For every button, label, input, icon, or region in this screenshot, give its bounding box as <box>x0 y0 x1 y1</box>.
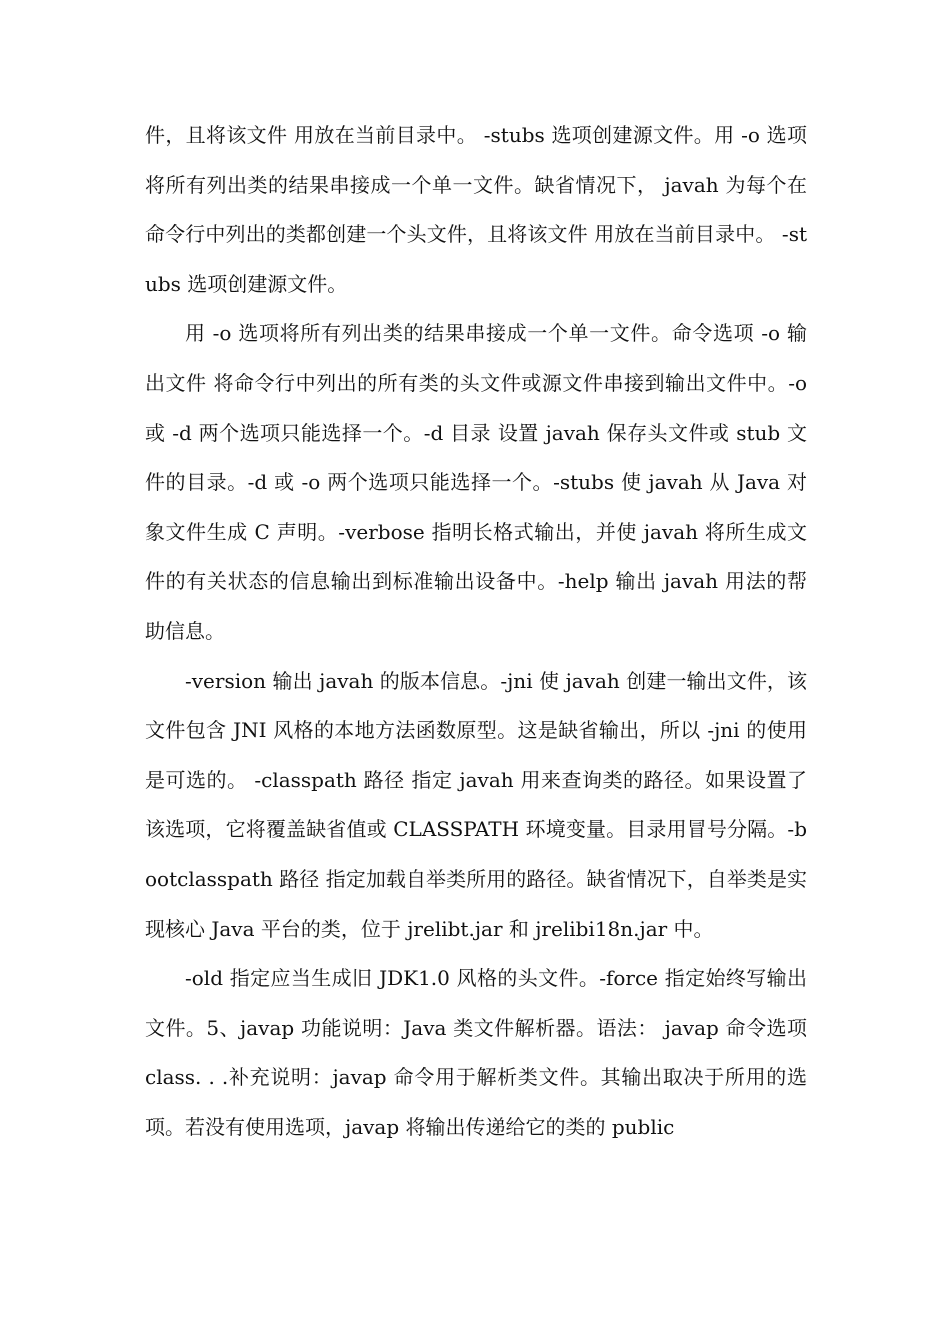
paragraph-4: -old 指定应当生成旧 JDK1.0 风格的头文件。-force 指定始终写输出文件。5、javap 功能说明：Java 类文件解析器。语法： javap 命令选项 class. . .补充说明：javap 命令用于解析类文件。其输出取决于所用的选项。若没有使用选项，javap 将输出传递给它的类的 public <box>145 966 807 1139</box>
paragraph-1: 件，且将该文件 用放在当前目录中。 -stubs 选项创建源文件。用 -o 选项将所有列出类的结果串接成一个单一文件。缺省情况下， javah 为每个在命令行中列出的类都创建一个头文件，且将该文件 用放在当前目录中。 -stubs 选项创建源文件。 <box>145 123 807 296</box>
paragraph-2: 用 -o 选项将所有列出类的结果串接成一个单一文件。命令选项 -o 输出文件 将命令行中列出的所有类的头文件或源文件串接到输出文件中。-o 或 -d 两个选项只能选择一个。-d 目录 设置 javah 保存头文件或 stub 文件的目录。-d 或 -o 两个选项只能选择一个。-stubs 使 javah 从 Java 对象文件生成 C 声明。-verbose 指明长格式输出，并使 javah 将所生成文件的有关状态的信息输出到标准输出设备中。-help 输出 javah 用法的帮助信息。 <box>145 321 807 643</box>
document-body <box>145 111 807 1152</box>
paragraph-3: -version 输出 javah 的版本信息。-jni 使 javah 创建一输出文件，该文件包含 JNI 风格的本地方法函数原型。这是缺省输出，所以 -jni 的使用是可选的。 -classpath 路径 指定 javah 用来查询类的路径。如果设置了该选项，它将覆盖缺省值或 CLASSPATH 环境变量。目录用冒号分隔。-bootclasspath 路径 指定加载自举类所用的路径。缺省情况下，自举类是实现核心 Java 平台的类，位于 jrelibt.jar 和 jrelibi18n.jar 中。 <box>145 668 807 941</box>
